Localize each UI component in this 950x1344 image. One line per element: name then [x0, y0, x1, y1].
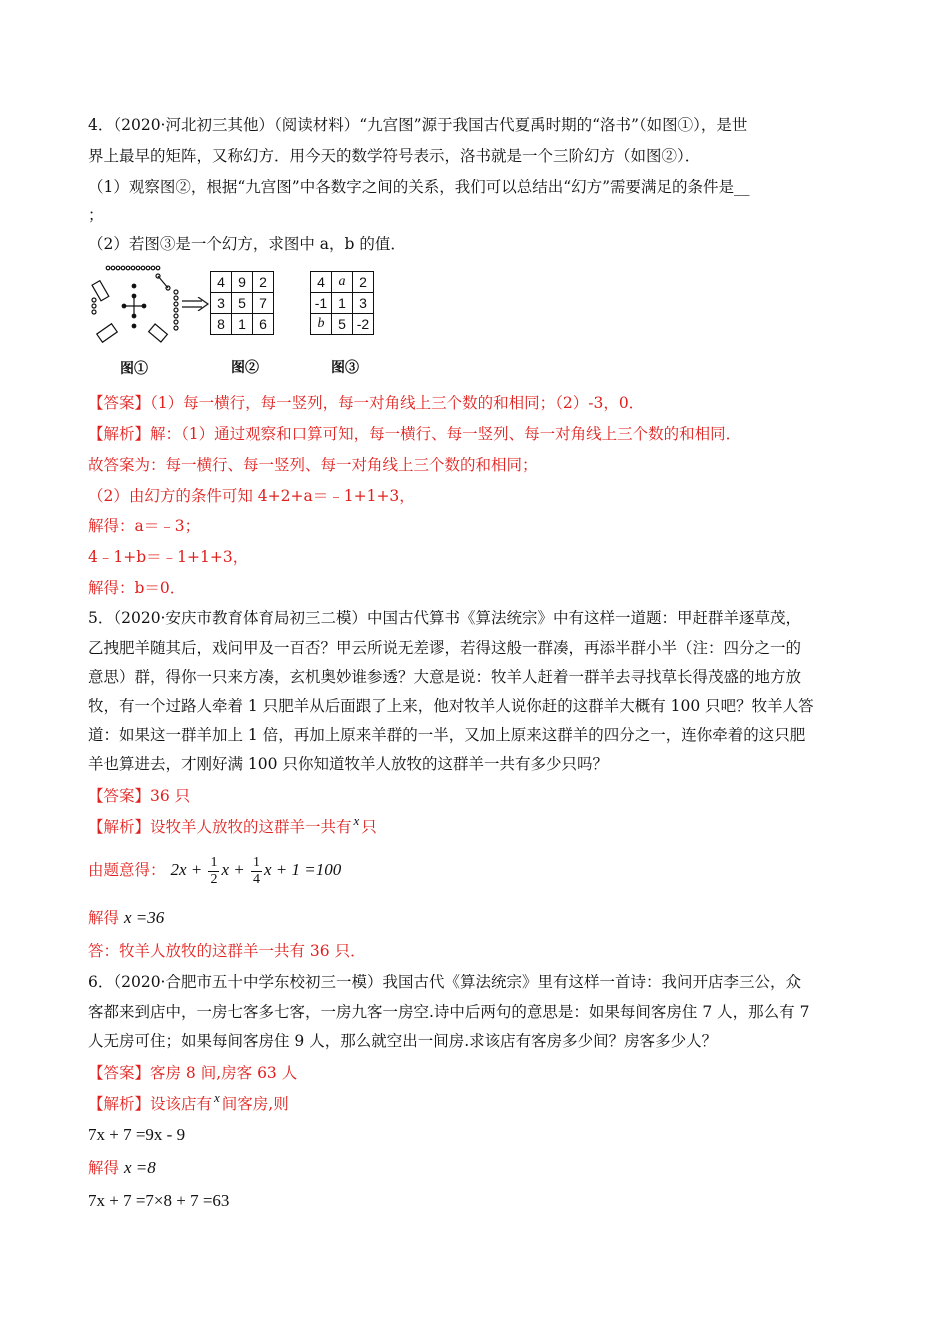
- eq-part: 2x +: [170, 860, 207, 879]
- q6-solve-equation: x =8: [123, 1158, 156, 1177]
- q5-analysis-text: 【解析】设牧羊人放牧的这群羊一共有: [88, 818, 352, 836]
- fraction-quarter: [251, 855, 262, 888]
- grid2-cell: 7: [253, 293, 274, 314]
- grid3-cell: 4: [311, 272, 332, 293]
- q4-analysis-line-6: 解得：b＝0．: [88, 579, 186, 597]
- q5-text-line-1: 5．（2020·安庆市教育体育局初三二模）中国古代算书《算法统宗》中有这样一道题：甲赶群羊逐草茂，: [88, 609, 801, 627]
- q6-analysis-suffix: 间客房,则: [221, 1095, 289, 1113]
- grid3-cell: 1: [332, 293, 353, 314]
- q5-solution: [88, 906, 164, 930]
- variable-x: x: [214, 1090, 220, 1105]
- q5-analysis: [88, 815, 377, 840]
- q4-analysis-line-3: （2）由幻方的条件可知 4+2+a＝﹣1+1+3，: [88, 487, 415, 505]
- grid2-cell: 9: [232, 272, 253, 293]
- eq-part: x +: [221, 860, 250, 879]
- grid2-cell: 5: [232, 293, 253, 314]
- eq-part: x + 1 =100: [264, 860, 342, 879]
- figure-3-caption: 图③: [331, 359, 359, 375]
- q6-analysis: [88, 1092, 289, 1117]
- luoshu-figure: [88, 262, 184, 354]
- q5-text-line-4: 牧，有一个过路人牵着 1 只肥羊从后面跟了上来，他对牧羊人说你赶的这群羊大概有 100 只吧？牧羊人答: [88, 697, 814, 715]
- q5-text-line-5: 道：如果这一群羊加上 1 倍，再加上原来羊群的一半，又加上原来这群羊的四分之一，连你牵着的这只肥: [88, 726, 806, 744]
- grid3-cell: b: [311, 314, 332, 335]
- q4-text-line-2: 界上最早的矩阵，又称幻方．用今天的数学符号表示，洛书就是一个三阶幻方（如图②）．: [88, 147, 701, 165]
- grid3-cell: 2: [353, 272, 374, 293]
- q6-answer: 【答案】客房 8 间,房客 63 人: [88, 1064, 298, 1082]
- grid3-cell: 3: [353, 293, 374, 314]
- q6-analysis-text: 【解析】设该店有: [88, 1095, 213, 1113]
- q6-solution: [88, 1156, 156, 1180]
- q4-analysis-line-1: 【解析】解：（1）通过观察和口算可知，每一横行、每一竖列、每一对角线上三个数的和相同．: [88, 425, 742, 443]
- grid2-cell: 4: [211, 272, 232, 293]
- q5-conclusion: 答：牧羊人放牧的这群羊一共有 36 只．: [88, 942, 366, 960]
- grid3-cell: -1: [311, 293, 332, 314]
- q6-text-line-1: 6．（2020·合肥市五十中学东校初三一模）我国古代《算法统宗》里有这样一首诗：我问开店李三公，众: [88, 973, 801, 991]
- q5-equation: [170, 854, 342, 887]
- variable-x: x: [353, 813, 360, 828]
- fraction-numerator: 1: [253, 854, 261, 870]
- grid3-cell: a: [332, 272, 353, 293]
- magic-square-figure-2: [210, 271, 274, 335]
- grid2-cell: 8: [211, 314, 232, 335]
- q5-solve-equation: x =36: [123, 908, 165, 927]
- q4-answer: 【答案】（1）每一横行，每一竖列，每一对角线上三个数的和相同；（2）-3，0．: [88, 394, 645, 412]
- grid3-cell: 5: [332, 314, 353, 335]
- q6-solve-label: 解得: [88, 1159, 120, 1177]
- q4-text-line-3: （1）观察图②，根据“九宫图”中各数字之间的关系，我们可以总结出“幻方”需要满足的条件是__: [88, 178, 750, 196]
- arrow-right-icon: [180, 297, 210, 311]
- q6-text-line-2: 客都来到店中，一房七客多七客，一房九客一房空.诗中后两句的意思是：如果每间客房住 7 人，那么有 7: [88, 1003, 810, 1021]
- grid2-cell: 6: [253, 314, 274, 335]
- magic-square-figure-3: [310, 271, 374, 335]
- q5-text-line-2: 乙拽肥羊随其后，戏问甲及一百否？甲云所说无差谬，若得这般一群凑，再添半群小半（注：四分之一的: [88, 639, 802, 657]
- q5-equation-label: 由题意得：: [88, 861, 166, 879]
- figure-2-caption: 图②: [231, 359, 259, 375]
- q5-text-line-6: 羊也算进去，才刚好满 100 只你知道牧羊人放牧的这群羊一共有多少只吗？: [88, 755, 608, 773]
- q6-equation-2: 7x + 7 =7×8 + 7 =63: [88, 1191, 230, 1210]
- q6-equation-1: 7x + 7 =9x - 9: [88, 1125, 186, 1144]
- q4-analysis-line-5: 4﹣1+b＝﹣1+1+3，: [88, 548, 249, 566]
- q5-analysis-suffix: 只: [361, 818, 377, 836]
- q5-answer: 【答案】36 只: [88, 787, 191, 805]
- grid2-cell: 1: [232, 314, 253, 335]
- q5-solve-label: 解得: [88, 909, 120, 927]
- q5-equation-row: [88, 850, 341, 890]
- q5-text-line-3: 意思）群，得你一只来方凑，玄机奥妙谁参透？大意是说：牧羊人赶着一群羊去寻找草长得茂盛的地方放: [88, 668, 802, 686]
- q4-analysis-line-2: 故答案为：每一横行、每一竖列、每一对角线上三个数的和相同；: [88, 456, 538, 474]
- grid3-cell: -2: [353, 314, 374, 335]
- q6-text-line-3: 人无房可住；如果每间客房住 9 人，那么就空出一间房.求该店有客房多少间？房客多少人？: [88, 1032, 718, 1050]
- q4-text-line-4: ；: [88, 206, 104, 224]
- fraction-denominator: 4: [253, 871, 261, 887]
- q4-text-line-1: 4．（2020·河北初三其他）（阅读材料）“九宫图”源于我国古代夏禹时期的“洛书”（如图①），是世: [88, 116, 748, 134]
- grid2-cell: 2: [253, 272, 274, 293]
- q4-analysis-line-4: 解得：a＝﹣3；: [88, 517, 201, 535]
- grid2-cell: 3: [211, 293, 232, 314]
- top-beads: [106, 266, 160, 270]
- fraction-denominator: 2: [210, 871, 218, 887]
- fraction-numerator: 1: [210, 854, 218, 870]
- q4-text-line-5: （2）若图③是一个幻方，求图中 a，b 的值．: [88, 235, 406, 253]
- fraction-half: [208, 855, 219, 888]
- figure-1-caption: 图①: [120, 360, 148, 376]
